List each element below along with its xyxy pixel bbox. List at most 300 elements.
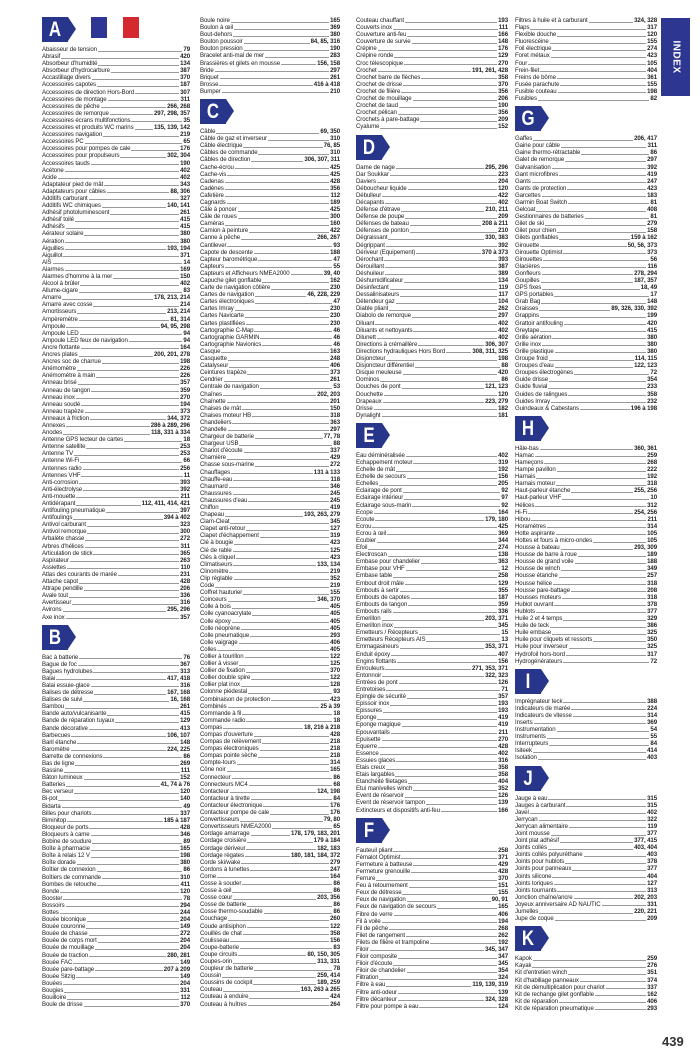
entry-pages: 402 — [498, 319, 508, 327]
index-entry — [200, 759, 340, 766]
index-entry — [200, 256, 340, 263]
leader-line — [223, 728, 303, 729]
entry-term: Fusibles — [515, 95, 537, 103]
leader-line — [368, 549, 497, 550]
entry-term: Emetteurs / Récepteurs — [356, 629, 418, 637]
leader-line — [581, 154, 649, 155]
entry-pages: 92 — [501, 501, 508, 509]
index-entry — [42, 614, 190, 621]
entry-pages: 86 — [650, 149, 657, 157]
index-entry — [42, 379, 190, 386]
entry-term: Bouton poussoir — [200, 38, 243, 46]
entry-term: Imprégnateur teck — [515, 697, 563, 705]
entry-term: Bouton pression — [200, 45, 243, 53]
leader-line — [80, 462, 182, 463]
index-entry — [515, 206, 657, 213]
leader-line — [89, 956, 166, 957]
entry-pages: 365 — [180, 549, 190, 557]
section-header-d — [356, 135, 392, 160]
leader-line — [549, 360, 634, 361]
leader-line — [76, 398, 179, 399]
entry-term: Cartographie C-Map — [200, 326, 254, 334]
leader-line — [228, 920, 329, 921]
entry-term: Filtre à eau — [356, 981, 386, 989]
leader-line — [228, 601, 317, 602]
entry-term: Accessoires pour propulseurs — [42, 152, 120, 160]
index-entry — [515, 74, 657, 81]
entry-pages: 191, 261, 428 — [472, 66, 508, 74]
entry-pages: 324, 328 — [485, 995, 508, 1003]
entry-term: Hydrogénérateurs — [515, 657, 563, 665]
entry-term: Gilet de ski — [515, 220, 544, 228]
entry-pages: 370 — [180, 74, 190, 82]
entry-term: Bague de foc — [42, 660, 77, 668]
leader-line — [595, 1009, 646, 1010]
index-entry — [200, 774, 340, 781]
leader-line — [228, 430, 330, 431]
index-entry — [356, 391, 508, 398]
index-entry — [356, 192, 508, 199]
index-entry — [356, 277, 508, 284]
leader-line — [74, 793, 179, 794]
leader-line — [545, 225, 646, 226]
section-letter: I — [525, 669, 531, 693]
entry-term: Convertisseurs NMEA2000 — [200, 823, 272, 831]
leader-line — [530, 29, 646, 30]
leader-line — [411, 598, 497, 599]
index-entry — [515, 802, 657, 809]
entry-pages: 209 — [647, 915, 657, 923]
entry-pages: 182, 183 — [317, 844, 340, 852]
entry-pages: 380 — [647, 347, 657, 355]
index-entry — [515, 502, 657, 509]
entry-pages: 263 — [180, 556, 190, 564]
entry-pages: 344, 372 — [167, 414, 190, 422]
entry-pages: 139 — [498, 988, 508, 996]
index-entry — [515, 580, 657, 587]
entry-term: Douchette — [356, 390, 383, 398]
entry-pages: 204 — [180, 979, 190, 987]
entry-term: Eponge — [356, 714, 377, 722]
entry-pages: 358 — [330, 929, 340, 937]
entry-term: Dégraissant — [356, 234, 388, 242]
leader-line — [246, 721, 332, 722]
index-entry — [200, 433, 340, 440]
entry-term: Antivol remorque — [42, 528, 87, 536]
index-entry — [515, 341, 657, 348]
entry-term: Anneau brisé — [42, 379, 77, 387]
leader-line — [409, 887, 497, 888]
entry-term: Baromètre — [42, 745, 70, 753]
leader-line — [542, 345, 646, 346]
entry-pages: 149 — [180, 972, 190, 980]
index-entry — [356, 178, 508, 185]
entry-pages: 397 — [180, 507, 190, 515]
entry-pages: 428 — [498, 742, 508, 750]
entry-term: Embase pour VHF — [356, 565, 405, 573]
leader-line — [400, 296, 497, 297]
entry-term: Coulisseau — [200, 936, 230, 944]
entry-term: Boule de drisse — [42, 1001, 83, 1009]
index-entry — [42, 781, 190, 788]
entry-term: Défense d'étrave — [356, 206, 401, 214]
entry-pages: 127 — [647, 879, 657, 887]
entry-pages: 369 — [647, 718, 657, 726]
index-entry — [356, 473, 508, 480]
leader-line — [407, 972, 498, 973]
entry-term: Huile de teck — [515, 622, 549, 630]
entry-term: Attache capot — [42, 578, 78, 586]
index-entry — [515, 220, 657, 227]
entry-term: Housse de barre à roue — [515, 551, 577, 559]
index-entry — [42, 323, 190, 330]
entry-term: Balai essuie-glace — [42, 681, 90, 689]
index-entry — [42, 916, 190, 923]
index-entry — [42, 415, 190, 422]
entry-pages: 307 — [180, 88, 190, 96]
index-entry — [356, 213, 508, 220]
index-entry — [200, 639, 340, 646]
leader-line — [239, 643, 330, 644]
entry-pages: 258 — [498, 846, 508, 854]
entry-pages: 198 — [180, 358, 190, 366]
leader-line — [248, 693, 332, 694]
entry-pages: 300 — [180, 528, 190, 536]
index-entry — [200, 469, 340, 476]
entry-term: Disjoncteur différentiel — [356, 362, 414, 370]
index-entry — [42, 81, 190, 88]
entry-pages: 345 — [498, 960, 508, 968]
leader-line — [437, 908, 497, 909]
entry-term: Allume-cigare — [42, 287, 78, 295]
index-column-1 — [42, 17, 190, 1008]
entry-pages: 190 — [498, 102, 508, 110]
entry-term: Corne — [200, 872, 217, 880]
entry-term: Joints pour hublots — [515, 858, 565, 866]
entry-pages: 380 — [330, 31, 340, 39]
index-entry — [515, 156, 657, 163]
leader-line — [231, 473, 313, 474]
leader-line — [398, 958, 497, 959]
leader-line — [547, 738, 650, 739]
index-entry — [515, 865, 657, 872]
entry-pages: 206 — [498, 95, 508, 103]
index-entry — [356, 102, 508, 109]
leader-line — [238, 211, 329, 212]
entry-term: Avirons — [42, 606, 62, 614]
entry-term: Entonnoir — [356, 671, 382, 679]
leader-line — [532, 182, 646, 183]
entry-pages: 15 — [501, 629, 508, 637]
index-entry — [42, 160, 190, 167]
leader-line — [233, 963, 316, 964]
leader-line — [241, 239, 316, 240]
entry-pages: 337 — [180, 809, 190, 817]
entry-term: Cendrier — [200, 376, 223, 384]
leader-line — [229, 572, 329, 573]
leader-line — [408, 783, 497, 784]
index-entry — [42, 895, 190, 902]
entry-pages: 89 — [183, 838, 190, 846]
leader-line — [561, 147, 647, 148]
entry-term: Couverture anti-feu — [356, 31, 407, 39]
leader-line — [66, 618, 180, 619]
index-entry — [42, 422, 190, 429]
entry-term: Eclairage intérieur — [356, 494, 404, 502]
entry-pages: 230 — [330, 284, 340, 292]
entry-pages: 393 — [498, 255, 508, 263]
entry-term: Bumper — [200, 87, 221, 95]
index-entry — [200, 376, 340, 383]
entry-pages: 358 — [647, 390, 657, 398]
entry-pages: 377 — [647, 607, 657, 615]
leader-line — [426, 804, 497, 805]
entry-term: Colle à bois — [200, 603, 231, 611]
leader-line — [565, 161, 646, 162]
index-entry — [200, 681, 340, 688]
index-entry — [42, 564, 190, 571]
entry-pages: 356 — [498, 109, 508, 117]
entry-pages: 378 — [647, 858, 657, 866]
entry-pages: 150 — [330, 404, 340, 412]
index-column-2 — [200, 17, 340, 1008]
entry-term: Clé de rable — [200, 546, 232, 554]
index-entry — [42, 696, 190, 703]
entry-term: Ampoule LED — [42, 329, 79, 337]
entry-pages: 330, 383 — [485, 234, 508, 242]
index-entry — [356, 896, 508, 903]
index-entry — [515, 405, 657, 412]
index-entry — [515, 726, 657, 733]
entry-term: Casquette — [200, 355, 227, 363]
entry-pages: 126 — [498, 678, 508, 686]
entry-term: Arbalète chasse — [42, 535, 85, 543]
entry-term: Ecrou — [356, 522, 372, 530]
leader-line — [65, 270, 179, 271]
entry-term: Embouts rails — [356, 607, 392, 615]
leader-line — [556, 534, 646, 535]
entry-term: Collier de fixation — [200, 667, 245, 675]
entry-pages: 104 — [498, 298, 508, 306]
index-entry — [515, 263, 657, 270]
entry-term: Cosse thermo-soudable — [200, 908, 263, 916]
entry-pages: 319 — [330, 532, 340, 540]
entry-term: Jupe de coque — [515, 915, 554, 923]
entry-pages: 122 — [330, 652, 340, 660]
index-entry — [356, 480, 508, 487]
leader-line — [232, 608, 329, 609]
index-entry — [42, 96, 190, 103]
entry-term: Hublot ouvrant — [515, 600, 554, 608]
entry-pages: 247 — [330, 865, 340, 873]
leader-line — [86, 928, 179, 929]
entry-term: Colle époxy — [200, 617, 231, 625]
entry-pages: 422 — [330, 227, 340, 235]
index-entry — [515, 227, 657, 234]
entry-pages: 297, 298, 357 — [154, 109, 190, 117]
leader-line — [232, 423, 329, 424]
entry-pages: 405 — [330, 624, 340, 632]
leader-line — [553, 584, 646, 585]
entry-pages: 245 — [330, 496, 340, 504]
entry-pages: 77, 78 — [323, 433, 340, 441]
index-entry — [515, 149, 657, 156]
leader-line — [538, 759, 646, 760]
entry-term: Groupe froid — [515, 355, 548, 363]
entry-pages: 79 — [183, 46, 190, 53]
leader-line — [396, 303, 497, 304]
entry-pages: 134 — [180, 60, 190, 68]
entry-term: Douches de pont — [356, 383, 401, 391]
index-entry — [356, 558, 508, 565]
leader-line — [93, 672, 179, 673]
index-entry — [42, 746, 190, 753]
leader-line — [80, 285, 179, 286]
entry-pages: 192 — [498, 466, 508, 474]
leader-line — [72, 604, 179, 605]
leader-line — [538, 100, 650, 101]
index-entry — [356, 234, 508, 241]
leader-line — [394, 57, 497, 58]
entry-pages: 193, 263, 279 — [304, 511, 340, 519]
entry-pages: 199 — [647, 312, 657, 320]
leader-line — [58, 178, 179, 179]
entry-pages: 140 — [180, 795, 190, 803]
entry-pages: 121, 123 — [485, 383, 508, 391]
entry-term: Dynalight — [356, 411, 381, 419]
entry-pages: 402 — [647, 808, 657, 816]
section-header-c — [200, 99, 236, 124]
entry-pages: 49 — [183, 802, 190, 810]
entry-pages: 260 — [330, 915, 340, 923]
leader-line — [76, 497, 179, 498]
leader-line — [398, 114, 497, 115]
entry-term: Garmin Boat Switch — [515, 198, 568, 206]
leader-line — [552, 634, 646, 635]
index-entry — [515, 551, 657, 558]
entry-pages: 420 — [180, 53, 190, 61]
entry-pages: 187 — [180, 81, 190, 89]
entry-term: Boîte à relais 12 V — [42, 852, 90, 860]
leader-line — [408, 189, 497, 190]
entry-term: Crochet de drisse — [356, 80, 403, 88]
entry-pages: 318 — [647, 579, 657, 587]
entry-term: Coupleur de batterie — [200, 965, 254, 973]
entry-term: Bidarta — [42, 802, 61, 810]
entry-pages: 164 — [330, 872, 340, 880]
entry-pages: 180, 181, 184, 372 — [290, 851, 340, 859]
leader-line — [250, 636, 329, 637]
arrow-icon — [541, 669, 549, 693]
entry-term: Etui manivelles winch — [356, 785, 413, 793]
index-entry — [42, 661, 190, 668]
entry-pages: 129 — [498, 52, 508, 60]
index-entry — [515, 298, 657, 305]
index-entry — [515, 658, 657, 665]
index-entry — [42, 888, 190, 895]
entry-pages: 89, 326, 330, 392 — [611, 305, 657, 313]
leader-line — [382, 740, 498, 741]
entry-term: Absorbeur d'humidité — [42, 60, 98, 68]
leader-line — [244, 43, 310, 44]
entry-term: Huile pour cliquets et ressorts — [515, 636, 593, 644]
index-entry — [42, 703, 190, 710]
index-entry — [356, 227, 508, 234]
leader-line — [255, 466, 329, 467]
entry-pages: 425 — [330, 206, 340, 214]
index-entry — [42, 923, 190, 930]
leader-line — [385, 274, 497, 275]
index-entry — [42, 216, 190, 223]
entry-term: Clip réglable — [200, 574, 233, 582]
leader-line — [563, 253, 646, 254]
entry-pages: 369 — [498, 529, 508, 537]
leader-line — [377, 182, 497, 183]
leader-line — [248, 1005, 329, 1006]
index-entry — [515, 523, 657, 530]
entry-pages: 158 — [647, 227, 657, 235]
leader-line — [542, 289, 639, 290]
entry-term: Cache-vis — [200, 170, 227, 178]
leader-line — [227, 175, 329, 176]
entry-pages: 230 — [330, 312, 340, 320]
leader-line — [540, 331, 646, 332]
entry-pages: 84 — [333, 794, 340, 802]
entry-pages: 357 — [180, 379, 190, 387]
entry-pages: 54 — [650, 726, 657, 734]
index-entry — [200, 660, 340, 667]
entry-term: Coussins de cockpit — [200, 979, 253, 987]
index-entry — [515, 445, 657, 452]
leader-line — [390, 289, 498, 290]
entry-pages: 133, 134 — [317, 560, 340, 568]
entry-pages: 344 — [498, 537, 508, 544]
leader-line — [281, 64, 316, 65]
entry-pages: 81 — [650, 198, 657, 206]
index-entry — [200, 320, 340, 327]
entry-pages: 402 — [498, 333, 508, 341]
entry-term: Cordage croisière — [200, 837, 247, 845]
index-entry — [356, 743, 508, 750]
entry-term: Défenses de bateau — [356, 220, 409, 228]
entry-pages: 405 — [330, 610, 340, 618]
entry-term: Dominos — [356, 376, 380, 384]
entry-term: Bassine — [42, 767, 63, 775]
entry-term: Filoir — [356, 945, 369, 953]
index-entry — [515, 530, 657, 537]
leader-line — [104, 185, 179, 186]
index-entry — [42, 909, 190, 916]
entry-pages: 72 — [650, 369, 657, 377]
leader-line — [378, 747, 497, 748]
leader-line — [377, 338, 497, 339]
index-tab[interactable] — [661, 18, 690, 96]
leader-line — [235, 310, 329, 311]
index-entry — [356, 405, 508, 412]
leader-line — [552, 338, 646, 339]
entry-pages: 80, 150, 305 — [307, 950, 340, 958]
entry-pages: 203, 356 — [317, 894, 340, 902]
entry-term: Diluant — [356, 319, 375, 327]
entry-pages: 220, 221 — [634, 908, 657, 916]
entry-pages: 156 — [330, 936, 340, 944]
entry-term: Huile embase — [515, 629, 552, 637]
entry-term: Essence — [356, 749, 379, 757]
leader-line — [63, 611, 167, 612]
index-entry — [515, 622, 657, 629]
entry-pages: 270 — [498, 59, 508, 67]
index-entry — [515, 816, 657, 823]
